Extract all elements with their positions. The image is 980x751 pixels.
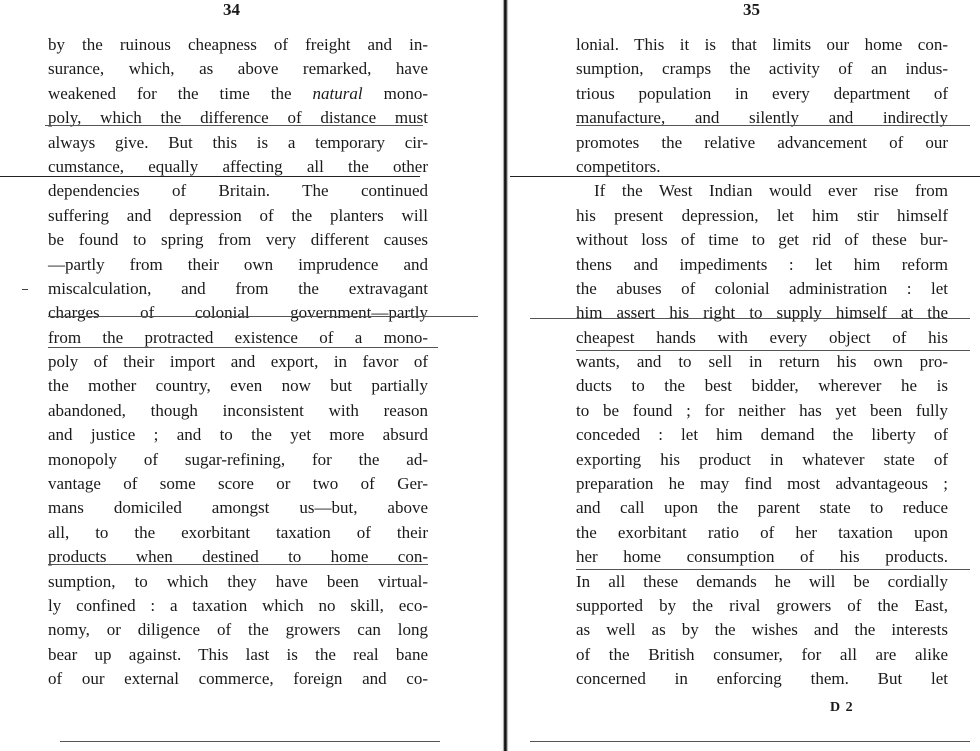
text-line: promotes the relative advancement of our [576,132,948,152]
scan-rule-line [45,125,423,126]
text-line: lonial. This it is that limits our home con- [576,35,948,54]
text-line: all, to the exorbitant taxation of their [48,522,428,542]
text-line: In all these demands he will be cordially [576,571,948,591]
scan-rule-line [530,318,970,319]
text-line: abandoned, though inconsistent with reason [48,400,428,420]
text-line: wants, and to sell in return his own pro- [576,352,948,372]
text-line: of the British consumer, for all are alike [576,644,948,664]
scan-rule-line [60,741,440,742]
text-line: dependencies of Britain. The continued [48,181,428,201]
text-line: preparation he may find most advantageous ; [576,474,948,494]
text-line: concerned in enforcing them. But let [576,669,948,689]
text-line: products when destined to home con- [48,547,428,567]
text-line: the mother country, even now but partially [48,376,428,396]
scan-rule-line [530,741,970,742]
text-line: mans domiciled amongst us—but, above [48,498,428,518]
text-line: and justice ; and to the yet more absurd [48,425,428,445]
text-line: ly confined : a taxation which no skill, eco- [48,595,428,615]
text-line: manufacture, and silently and indirectly [576,108,948,128]
emphasis-word: natural [312,83,363,103]
text-line: monopoly of sugar-refining, for the ad- [48,449,428,469]
text-line: of our external commerce, foreign and co- [48,669,428,689]
text-line: cumstance, equally affecting all the other [48,156,428,176]
scan-rule-line [48,316,478,317]
text-line: and call upon the parent state to reduce [576,498,948,518]
text-line: competitors. [576,156,661,176]
text-line: from the protracted existence of a mono- [48,327,428,347]
signature-mark: D 2 [830,700,854,715]
text-line: supported by the rival growers of the East, [576,595,948,615]
text-line: by the ruinous cheapness of freight and in- [48,35,428,54]
text-line: without loss of time to get rid of these bur- [576,230,948,250]
text-line: sumption, cramps the activity of an indus- [576,59,948,79]
scan-rule-line [0,176,420,177]
text-line: If the West Indian would ever rise from [594,181,948,201]
scan-rule-line [48,347,438,348]
text-line: him assert his right to supply himself at the [576,303,948,323]
text-line: bear up against. This last is the real bane [48,644,428,664]
scan-speck [22,289,28,290]
text-line: his present depression, let him stir himself [576,205,948,225]
page-text-column [48,33,428,692]
text-line: miscalculation, and from the extravagant [48,278,428,298]
text-line: the exorbitant ratio of her taxation upon [576,522,948,542]
page-number: 35 [743,0,760,19]
text-line: the abuses of colonial administration : let [576,278,948,298]
text-line: exporting his product in whatever state of [576,449,948,469]
scan-rule-line [48,564,428,565]
text-line: thens and impediments : let him reform [576,254,948,274]
text-line: charges of colonial government—partly [48,303,428,323]
text-line: sumption, to which they have been virtual- [48,571,428,591]
text-line: poly, which the difference of distance must [48,108,428,128]
scan-rule-line [576,350,970,351]
page-text-column [576,33,948,692]
text-line: —partly from their own imprudence and [48,254,428,274]
scan-rule-line [510,176,980,177]
text-line: as well as by the wishes and the interests [576,620,948,640]
text-line: vantage of some score or two of Ger- [48,474,428,494]
text-line: trious population in every department of [576,83,948,103]
page-number: 34 [223,0,240,19]
scan-rule-line [576,569,970,570]
text-line: always give. But this is a temporary cir- [48,132,428,152]
text-line: cheapest hands with every object of his [576,327,948,347]
text-line: conceded : let him demand the liberty of [576,425,948,445]
scan-rule-line [576,125,970,126]
text-line: poly of their import and export, in favor of [48,352,428,372]
left-page [0,0,470,751]
text-line: be found to spring from very different causes [48,230,428,250]
text-line: nomy, or diligence of the growers can long [48,620,428,640]
text-line: surance, which, as above remarked, have [48,59,428,79]
text-line: her home consumption of his products. [576,547,948,567]
text-line: to be found ; for neither has yet been fully [576,400,948,420]
text-line: suffering and depression of the planters will [48,205,428,225]
text-line: weakened for the time the natural mono- [48,83,428,103]
text-line: ducts to the best bidder, wherever he is [576,376,948,396]
right-page [490,0,980,751]
